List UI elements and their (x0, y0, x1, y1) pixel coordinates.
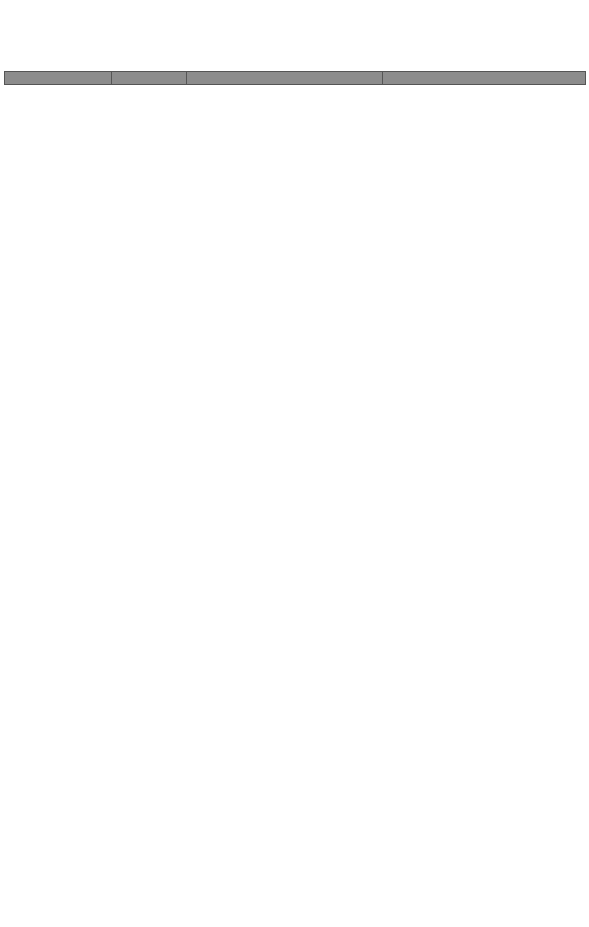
footnotes (8, 796, 583, 808)
header-date (5, 72, 112, 85)
table-header-row (5, 72, 586, 85)
header-subject-zh (383, 72, 586, 85)
header-time (112, 72, 187, 85)
timetable (4, 71, 586, 85)
header-subject (187, 72, 383, 85)
